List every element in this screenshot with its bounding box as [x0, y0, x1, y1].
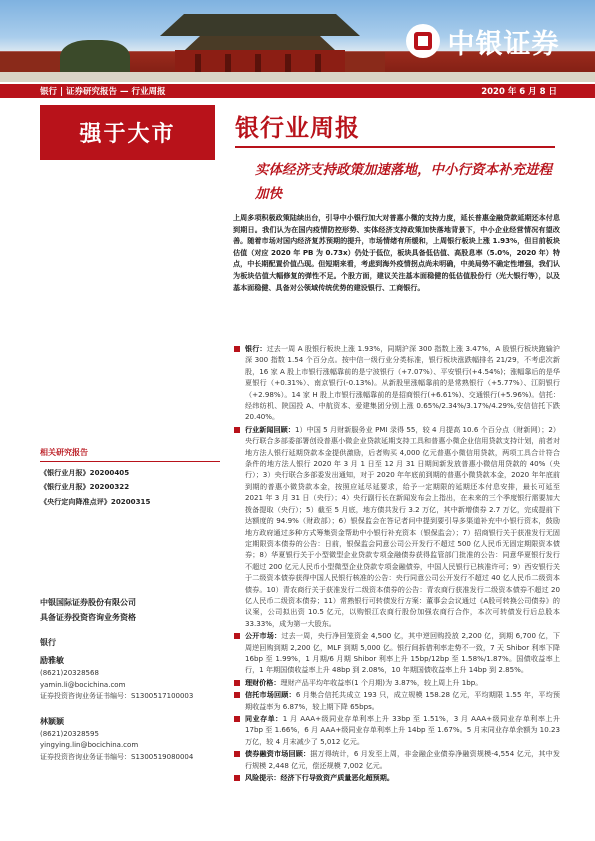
bullet-trust-market [233, 689, 560, 712]
bullet-text: 据万得统计，6 月发至上周，非金融企业债券净融资规模-4,554 亿元，其中发行规模 2,448 亿元，偿还规模 7,002 亿元。 [245, 749, 560, 770]
boc-logo-icon [406, 24, 440, 58]
title-divider [235, 146, 555, 148]
banner-gate-roof-lower [185, 36, 335, 50]
brand-logo [370, 0, 595, 82]
analyst-section [40, 637, 225, 775]
bullet-text: 6 月集合信托共成立 193 只，成立规模 158.28 亿元，平均期限 1.55 年，平均预期收益率为 6.87%，较上期下降 65bps。 [245, 690, 561, 711]
related-report-item[interactable]: 《银行业月报》20200405 [40, 468, 130, 477]
bullet-label: 理财价格： [245, 677, 281, 687]
bullet-text: 过去一周，央行净回笼资金 4,500 亿，其中逆回购投放 2,200 亿，到期 6,700 亿，下周逆回购到期 2,200 亿，MLF 到期 5,000 亿。银行间拆借利率走势不一致，7 天 Shibor 利率下降 16bp 至 1.99%，1 月期/6 月期 Shibor 利率上升 15bp/12bp 至 1.58%/1.87%。国债收益率上行，1 年期国债收益率上升 48bp 到 2.08%，10 年期国债收益率上升 14bp 到 2.85%。 [245, 631, 561, 675]
brand-name: 中银证券 [447, 28, 560, 60]
bullet-text: 过去一周 A 股银行板块上涨 1.93%，同期沪深 300 指数上涨 3.47%，A 股银行板块跑输沪深 300 指数 1.54 个百分点。按中信一级行业分类标准，银行板块涨跌幅排名 21/29，不考虑次新股，16 家 A 股上市银行涨幅靠前的是宁波银行（+7.07%）、平安银行(+4.54%)；涨幅靠后的是华夏银行（+0.31%）、南京银行(-0.13%)。从新股里涨幅靠前的是常熟银行（+5.77%）、江阴银行（+2.98%）。14 家 H 股上市银行涨幅靠前的是招商银行(+6.61%)、交通银行(+5.96%)。信托：经纬纺机、陕国投 A、中航资本、爱建集团分别上涨 0.65%/2.34%/3.17%/4.29%,安信信托下跌 20.40%。 [245, 344, 560, 422]
company-name: 中银国际证券股份有限公司 [40, 598, 136, 607]
bullet-label: 公开市场： [245, 631, 282, 641]
key-points-list [233, 343, 560, 784]
bullet-label: 风险提示： [245, 773, 281, 783]
report-title: 银行业周报 [235, 113, 360, 142]
breadcrumb: 银行 | 证券研究报告 — 行业周报 [40, 87, 166, 97]
analyst-email[interactable]: yamin.li@bocichina.com [40, 680, 126, 689]
bullet-bank [233, 343, 560, 423]
report-subtitle: 实体经济支持政策加速落地，中小行资本补充进程加快 [255, 162, 552, 202]
analyst-phone: (8621)20328568 [40, 669, 99, 677]
bullet-label: 银行： [245, 344, 267, 353]
rating-badge: 强于大市 [40, 105, 215, 160]
bullet-text: 理财产品平均年收益率(1 个月期)为 3.87%，较上周上升 1bp。 [280, 677, 483, 687]
report-abstract: 上周多项积极政策陆续出台，引导中小银行加大对普惠小微的支持力度，延长普惠金融贷款延期还本付息到期日。我们认为在国内疫情防控形势、实体经济支持政策加快落地背景下，中小企业经营情况有望改善。随着市场对国内经济复苏预期的提升，市场情绪有所缓和，上周银行板块上涨 1.93%，但目前板块估值（对应 2020 年 PB 为 0.73x）仍处于低位，板块具备低估值、高股息率（5.0%，2020 年）特点，中长期配置价值凸现。但短期来看，考虑到海外疫情拐点尚未明确，中美局势不确定性增强，我们认为板块估值大幅修复的弹性不足。个股方面，建议关注基本面稳健的低估值股份行（光大银行等），以及基本面稳健、具备对公领域传统优势的建设银行、工商银行。 [233, 213, 560, 292]
bullet-text: 1 月 AAA+级同业存单利率上升 33bp 至 1.51%，3 月 AAA+级同业存单利率上升 17bp 至 1.66%，6 月 AAA+级同业存单利率上升 14bp 至 1.67%。5 月末同业存单余额为 10.23 万亿，较 4 月末减少了 5,012 亿元。 [245, 714, 561, 746]
bullet-text: 经济下行导致资产质量恶化超预期。 [280, 773, 394, 783]
related-reports-heading: 相关研究报告 [40, 447, 220, 462]
bullet-open-market [233, 630, 560, 676]
bullet-label: 同业存单： [245, 714, 283, 723]
bullet-industry-news [233, 424, 560, 629]
related-reports [40, 447, 220, 509]
analyst-card [40, 715, 225, 764]
related-report-item[interactable]: 《央行定向降准点评》20200315 [40, 496, 151, 506]
report-date: 2020 年 6 月 8 日 [481, 87, 557, 97]
company-info [40, 596, 220, 625]
bullet-ncd [233, 713, 560, 747]
analyst-name: 林颖颖 [40, 716, 64, 726]
report-meta-bar [0, 84, 595, 98]
company-qualification: 具备证券投资咨询业务资格 [40, 612, 136, 622]
bullet-wealth-price [233, 677, 560, 688]
header-banner [0, 0, 595, 82]
analyst-email[interactable]: yingying.lin@bocichina.com [40, 741, 139, 749]
bullet-bond-financing [233, 748, 560, 771]
bullet-label: 债券融资市场回顾： [245, 749, 311, 759]
analyst-card [40, 654, 225, 703]
bullet-text: 1）中国 5 月财新服务业 PMI 录得 55，较 4 月提高 10.6 个百分点（财新网）；2）央行联合多部委部署创设普惠小微企业贷款延期支持工具和普惠小微企业信用贷款支持计划，前者对地方法人银行延期贷款本金提供激励，后者购买 4,000 亿元普惠小微信用贷款，两项工具合计符合条件的地方法人银行 2020 年 3 月 1 日至 12 月 31 日期间新发放普惠小微信用贷款的 40%（央行）；3）央行联合多部委发出通知，对于 2020 年年底前到期的普惠小微贷款本金，2020 年年底前到期的普惠小微贷款本金，按照应延尽延要求，给予一定期限的延期还本付息安排，最长可延至 2021 年 3 月 31 日（央行）；4）央行副行长在新闻发布会上指出，在未来的三个季度银行需要加大拨备提取（央行）；5）截至 5 月底，地方债共发行 3.2 万亿，其中新增债券 2.7 万亿，完成提前下达额度的 94.9%（财政部）；6）银保监会在答记者问中提到要引导多渠道补充中小银行资本，鼓励地方政府通过多种方式筹集资金帮助中小银行补充资本（银保监会）；7）招商银行关于获准发行无固定期限资本债券的公告：日前，银保监会同意公司公开发行不超过 500 亿人民币无固定期限资本债券；8）华夏银行关于小型微型企业贷款专项金融债券获得监管部门批准的公告：同意华夏银行发行不超过 200 亿元人民币小型微型企业贷款专项金融债券，中国人民银行已核准许可；9）西安银行关于二级资本债券获得中国人民银行核准的公告：央行同意公司公开发行不超过 40 亿人民币二级资本债券。10）青农商行关于获准发行二级资本债券的公告：青农商行获准发行二级资本债券不超过 20 亿人民币二级资本债券；11）常熟银行可转债发行方案：董事会会议通过《A股可转换公司债券》的议案，公司拟出资 10.5 亿元，以购银江农商行股份加强农商行合作，本次可转债发行后总股本 33.33%，成为第一大股东。 [245, 424, 561, 628]
analyst-phone: (8621)20328595 [40, 729, 99, 738]
banner-gate-roof [160, 14, 360, 36]
analyst-cert: 证券投资咨询业务证书编号：S1300519080004 [40, 752, 194, 761]
analyst-cert: 证券投资咨询业务证书编号：S1300517100003 [40, 692, 194, 700]
analyst-sector: 银行 [40, 638, 56, 647]
bullet-label: 信托市场回顾： [245, 690, 296, 700]
bullet-risk [233, 772, 560, 783]
bullet-label: 行业新闻回顾： [245, 424, 295, 434]
related-report-item[interactable]: 《银行业月报》20200322 [40, 482, 130, 492]
analyst-name: 励雅敏 [40, 656, 64, 665]
